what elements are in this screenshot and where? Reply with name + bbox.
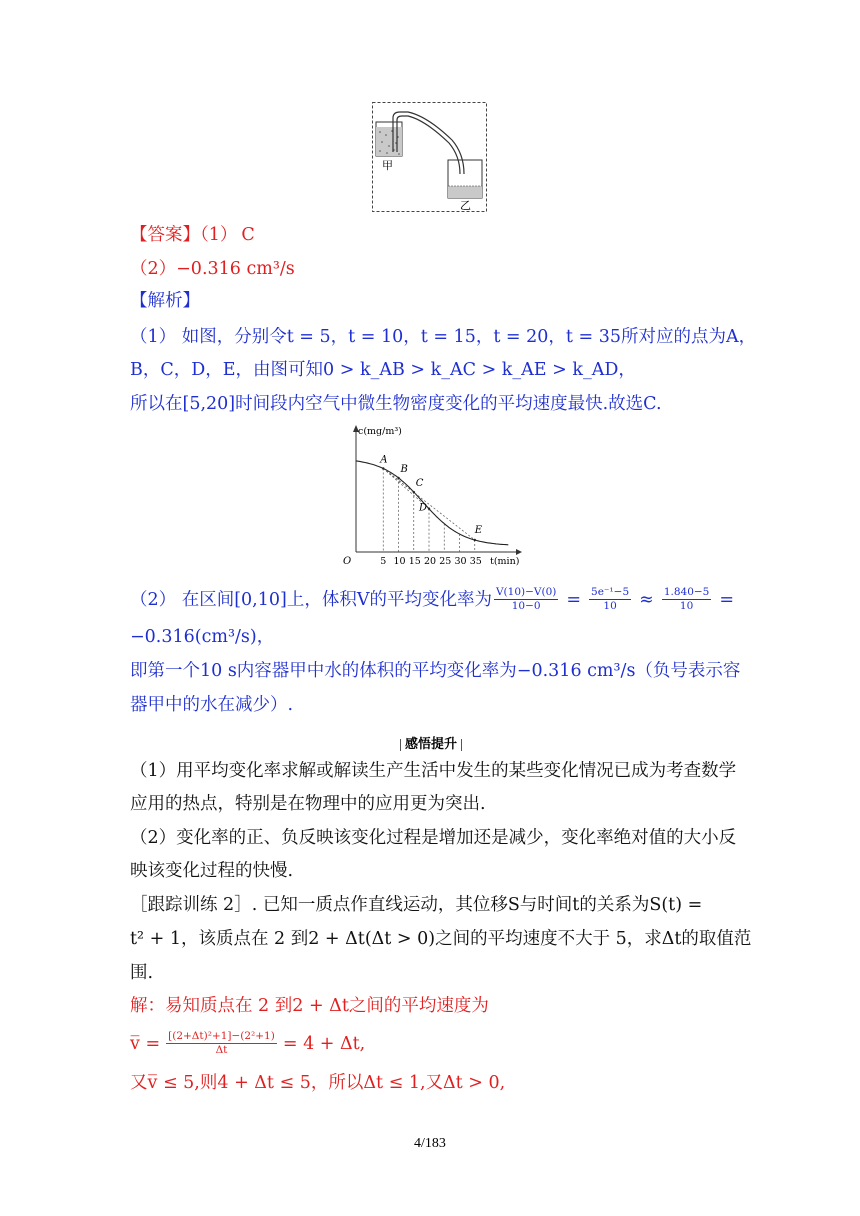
siphon-diagram xyxy=(372,102,487,212)
point-label-C: C xyxy=(415,478,424,490)
label-jia: 甲 xyxy=(382,159,393,172)
answer-part1-num: （1） xyxy=(200,225,238,245)
analysis-line-5: −0.316(cm³/s)， xyxy=(130,627,275,647)
tick-label-10: 10 xyxy=(393,556,406,567)
exercise-line-3: 围. xyxy=(130,963,154,983)
equals-sign: = xyxy=(566,589,582,610)
density-chart xyxy=(336,422,526,568)
exercise-line-1: ［跟踪训练 2］. 已知一质点作直线运动，其位移S与时间t的关系为S(t) = xyxy=(130,895,703,915)
analysis-line-4 xyxy=(130,586,734,613)
point-label-E: E xyxy=(474,525,483,537)
fraction-2-denominator: 10 xyxy=(603,600,617,612)
insight-p2-line1: （2）变化率的正、负反映该变化过程是增加还是减少，变化率绝对值的大小反 xyxy=(130,828,737,848)
fraction-2-numerator: 5e⁻¹−5 xyxy=(591,586,630,598)
answer-part2-value: −0.316 cm³/s xyxy=(176,259,295,279)
page-number: 4/183 xyxy=(414,1136,446,1151)
point-label-B: B xyxy=(400,463,408,475)
analysis-line-4-prefix: （2） 在区间[0,10]上，体积V的平均变化率为 xyxy=(130,589,492,610)
velocity-numerator: [(2+Δt)²+1]−(2²+1) xyxy=(168,1030,275,1042)
tick-label-15: 15 xyxy=(408,556,421,567)
tick-label-30: 30 xyxy=(454,556,467,567)
fraction-velocity xyxy=(166,1030,277,1057)
analysis-tag: 【解析】 xyxy=(130,291,200,311)
insight-title-text: 感悟提升 xyxy=(405,737,458,752)
answer-line-1 xyxy=(130,222,255,248)
tick-label-25: 25 xyxy=(439,556,452,567)
analysis-line-1: （1） 如图，分别令t = 5，t = 10，t = 15，t = 20，t = 35所对应的点为A， xyxy=(130,327,757,347)
approx-sign: ≈ xyxy=(639,589,654,610)
insight-p2-line2: 映该变化过程的快慢. xyxy=(130,861,294,881)
tick-label-35: 35 xyxy=(469,556,482,567)
point-label-A: A xyxy=(380,454,388,466)
fraction-1-numerator: V(10)−V(0) xyxy=(495,586,557,598)
velocity-denominator: Δt xyxy=(215,1044,228,1056)
density-chart-svg xyxy=(336,422,526,568)
fraction-avg-rate xyxy=(494,586,558,613)
answer-line-2 xyxy=(130,256,295,282)
fraction-3-numerator: 1.840−5 xyxy=(663,586,710,598)
point-A xyxy=(382,467,384,469)
analysis-line-3: 所以在[5,20]时间段内空气中微生物密度变化的平均速度最快.故选C. xyxy=(130,394,662,414)
equals-sign-2: = xyxy=(719,589,735,610)
exercise-line-2: t² + 1，该质点在 2 到2 + Δt(Δt > 0)之间的平均速度不大于 5，求Δt的取值范 xyxy=(130,929,752,949)
tick-label-20: 20 xyxy=(424,556,437,567)
answer-part2-num: （2） xyxy=(130,259,177,279)
origin-label: O xyxy=(343,556,352,567)
solution-line-1: 解：易知质点在 2 到2 + Δt之间的平均速度为 xyxy=(130,996,489,1016)
solution-line-3: 又v̅ ≤ 5,则4 + Δt ≤ 5，所以Δt ≤ 1,又Δt > 0, xyxy=(130,1073,506,1093)
analysis-line-2: B，C，D，E，由图可知0 > k_AB > k_AC > k_AE > k_AD， xyxy=(130,360,636,380)
insight-title xyxy=(396,733,466,752)
insight-p1-line1: （1）用平均变化率求解或解读生产生活中发生的某些变化情况已成为考查数学 xyxy=(130,761,737,781)
point-B xyxy=(397,477,399,479)
fraction-exp xyxy=(589,586,631,613)
fraction-numeric xyxy=(662,586,712,613)
solution-line-2 xyxy=(130,1030,365,1057)
answer-part1-value: C xyxy=(241,225,255,245)
fraction-3-denominator: 10 xyxy=(679,600,694,612)
solution-line-2-rest: = 4 + Δt, xyxy=(282,1033,366,1054)
insight-p1-line2: 应用的热点，特别是在物理中的应用更为突出. xyxy=(130,794,486,814)
analysis-line-7: 器甲中的水在减少）. xyxy=(130,695,294,715)
tick-label-5: 5 xyxy=(380,556,387,567)
analysis-line-6: 即第一个10 s内容器甲中水的体积的平均变化率为−0.316 cm³/s（负号表示容 xyxy=(130,661,741,681)
point-E xyxy=(474,539,476,541)
velocity-bar: v̅ = xyxy=(130,1033,161,1054)
label-yi: 乙 xyxy=(460,199,471,212)
y-axis-label: c(mg/m³) xyxy=(358,426,402,437)
answer-tag: 【答案】 xyxy=(130,225,200,245)
siphon-figure xyxy=(372,102,487,212)
density-curve xyxy=(356,461,509,545)
fraction-1-denominator: 10−0 xyxy=(511,600,541,612)
x-axis-arrow xyxy=(516,549,522,555)
x-axis-label: t(min) xyxy=(490,556,520,567)
point-C xyxy=(413,491,415,493)
point-D xyxy=(428,508,430,510)
point-label-D: D xyxy=(419,502,428,514)
